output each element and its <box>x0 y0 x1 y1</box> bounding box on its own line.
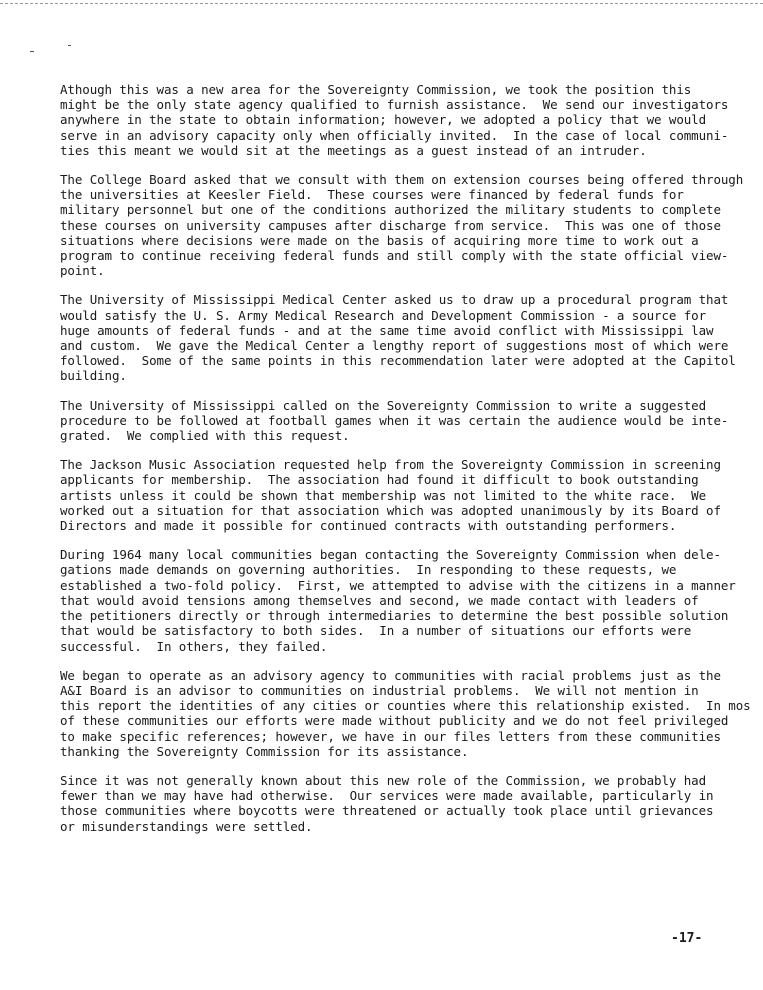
text-line: Athough this was a new area for the Sovereignty Commission, we took the position this <box>60 82 692 97</box>
text-line: of these communities our efforts were made without publicity and we do not feel privileged <box>60 713 729 729</box>
text-line: might be the only state agency qualified to furnish assistance. We send our investigators <box>60 97 729 113</box>
text-line: established a two-fold policy. First, we attempted to advise with the citizens in a manner <box>60 577 736 593</box>
text-line: this report the identities of any cities or counties where this relationship existed. In mos <box>60 698 751 714</box>
text-line: that would avoid tensions among themselves and second, we made contact with leaders of <box>60 592 699 608</box>
text-line: the petitioners directly or through intermediaries to determine the best possible solution <box>60 608 729 624</box>
paragraph-college-board <box>60 172 760 278</box>
text-line: The University of Mississippi Medical Center asked us to draw up a procedural program that <box>60 292 729 308</box>
text-line: artists unless it could be shown that membership was not limited to the white race. We <box>60 487 707 503</box>
text-line: followed. Some of the same points in this recommendation later were adopted at the Capitol <box>60 353 736 369</box>
text-line: serve in an advisory capacity only when officially invited. In the case of local communi- <box>60 127 729 143</box>
paragraph-local-communities <box>60 547 760 653</box>
text-line: fewer than we may have had otherwise. Our services were made available, particularly in <box>60 788 714 804</box>
text-line: program to continue receiving federal funds and still comply with the state official view- <box>60 248 729 264</box>
text-line: situations where decisions were made on the basis of acquiring more time to work out a <box>60 232 699 248</box>
text-line: A&I Board is an advisor to communities on industrial problems. We will not mention in <box>60 682 699 698</box>
text-line: successful. In others, they failed. <box>60 638 328 654</box>
page-number: -17- <box>671 931 703 946</box>
text-line: Directors and made it possible for continued contracts with outstanding performers. <box>60 518 677 534</box>
text-line: During 1964 many local communities began contacting the Sovereignty Commission when dele- <box>60 547 721 563</box>
text-line: Since it was not generally known about this new role of the Commission, we probably had <box>60 772 707 788</box>
text-line: anywhere in the state to obtain information; however, we adopted a policy that we would <box>60 112 707 128</box>
page-body <box>60 82 760 848</box>
text-line: applicants for membership. The association had found it difficult to book outstanding <box>60 472 699 488</box>
paragraph-medical-center <box>60 292 760 383</box>
scan-mark <box>30 51 34 52</box>
text-line: ties this meant we would sit at the meetings as a guest instead of an intruder. <box>60 142 647 158</box>
paragraph-music-association <box>60 457 760 533</box>
text-line: military personnel but one of the conditions authorized the military students to complete <box>60 202 721 218</box>
text-line: these courses on university campuses after discharge from service. This was one of those <box>60 217 721 233</box>
text-line: that would be satisfactory to both sides. In a number of situations our efforts were <box>60 623 692 639</box>
scan-mark <box>68 45 71 46</box>
text-line: huge amounts of federal funds - and at the same time avoid conflict with Mississippi law <box>60 322 714 338</box>
paragraph-new-role <box>60 773 760 834</box>
text-line: worked out a situation for that association which was adopted unanimously by its Board of <box>60 502 721 518</box>
text-line: would satisfy the U. S. Army Medical Research and Development Commission - a source for <box>60 307 707 323</box>
text-line: grated. We complied with this request. <box>60 428 350 444</box>
text-line: The College Board asked that we consult with them on extension courses being offered through <box>60 172 744 188</box>
text-line: those communities where boycotts were threatened or actually took place until grievances <box>60 803 714 819</box>
paragraph-football-games <box>60 398 760 444</box>
text-line: point. <box>60 263 105 279</box>
paragraph-advisory-agency <box>60 668 760 759</box>
paragraph-advisory-position <box>60 82 760 158</box>
text-line: The Jackson Music Association requested help from the Sovereignty Commission in screening <box>60 457 721 473</box>
text-line: the universities at Keesler Field. These courses were financed by federal funds for <box>60 187 684 203</box>
text-line: and custom. We gave the Medical Center a lengthy report of suggestions most of which were <box>60 338 729 354</box>
text-line: to make specific references; however, we have in our files letters from these communities <box>60 728 721 744</box>
text-line: thanking the Sovereignty Commission for its assistance. <box>60 743 469 759</box>
text-line: or misunderstandings were settled. <box>60 818 313 834</box>
text-line: gations made demands on governing authorities. In responding to these requests, we <box>60 562 677 578</box>
text-line: building. <box>60 368 127 384</box>
text-line: The University of Mississippi called on the Sovereignty Commission to write a suggested <box>60 397 707 413</box>
text-line: procedure to be followed at football games when it was certain the audience would be inte- <box>60 412 729 428</box>
text-line: We began to operate as an advisory agency to communities with racial problems just as the <box>60 667 721 683</box>
top-border <box>0 3 763 4</box>
